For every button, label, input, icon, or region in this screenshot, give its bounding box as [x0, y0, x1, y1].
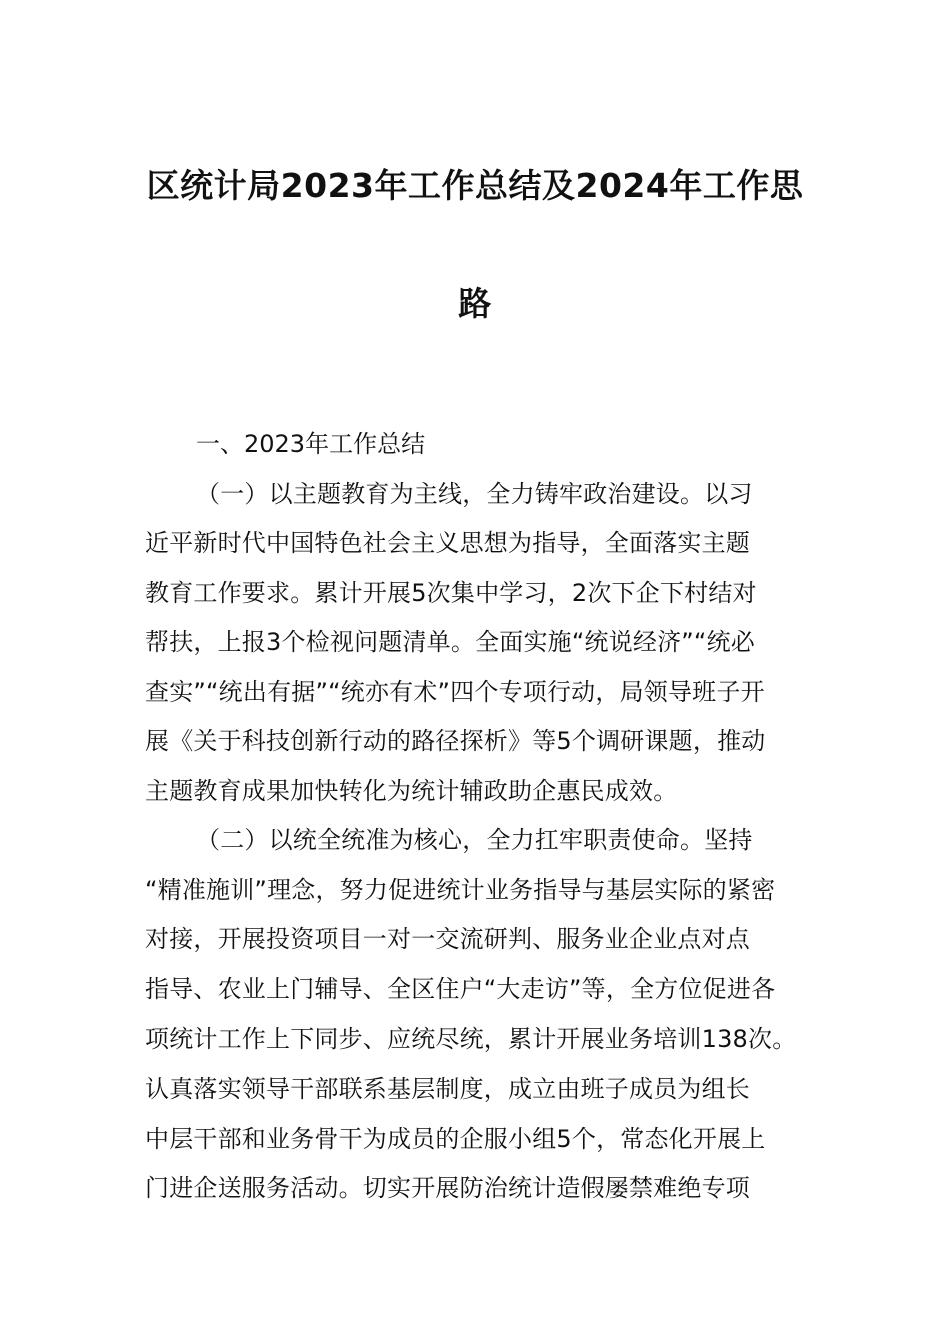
section-heading: 一、2023年工作总结 — [196, 430, 426, 458]
document-title-line-1: 区统计局2023年工作总结及2024年工作思 — [146, 166, 804, 205]
paragraph-line: （二）以统全统准为核心，全力扛牢职责使命。坚持 — [196, 826, 753, 854]
paragraph-line: 指导、农业上门辅导、全区住户“大走访”等，全方位促进各 — [145, 975, 776, 1003]
paragraph-line: “精准施训”理念，努力促进统计业务指导与基层实际的紧密 — [145, 876, 776, 904]
document-title-line-2: 路 — [458, 284, 492, 323]
paragraph-line: 主题教育成果加快转化为统计辅政助企惠民成效。 — [145, 777, 678, 805]
paragraph-line: 展《关于科技创新行动的路径探析》等5个调研课题，推动 — [145, 727, 766, 755]
paragraph-line: 中层干部和业务骨干为成员的企服小组5个，常态化开展上 — [145, 1125, 766, 1153]
paragraph-line: 认真落实领导干部联系基层制度，成立由班子成员为组长 — [145, 1075, 750, 1103]
paragraph-line: 项统计工作上下同步、应统尽统，累计开展业务培训138次。 — [145, 1025, 797, 1053]
paragraph-line: 教育工作要求。累计开展5次集中学习，2次下企下村结对 — [145, 579, 757, 607]
paragraph-line: 对接，开展投资项目一对一交流研判、服务业企业点对点 — [145, 925, 750, 953]
paragraph-line: 查实”“统出有据”“统亦有术”四个专项行动，局领导班子开 — [145, 678, 765, 706]
paragraph-line: （一）以主题教育为主线，全力铸牢政治建设。以习 — [196, 480, 753, 508]
paragraph-line: 帮扶，上报3个检视问题清单。全面实施“统说经济”“统必 — [145, 628, 755, 656]
paragraph-line: 近平新时代中国特色社会主义思想为指导，全面落实主题 — [145, 529, 750, 557]
paragraph-line: 门进企送服务活动。切实开展防治统计造假屡禁难绝专项 — [145, 1174, 750, 1202]
